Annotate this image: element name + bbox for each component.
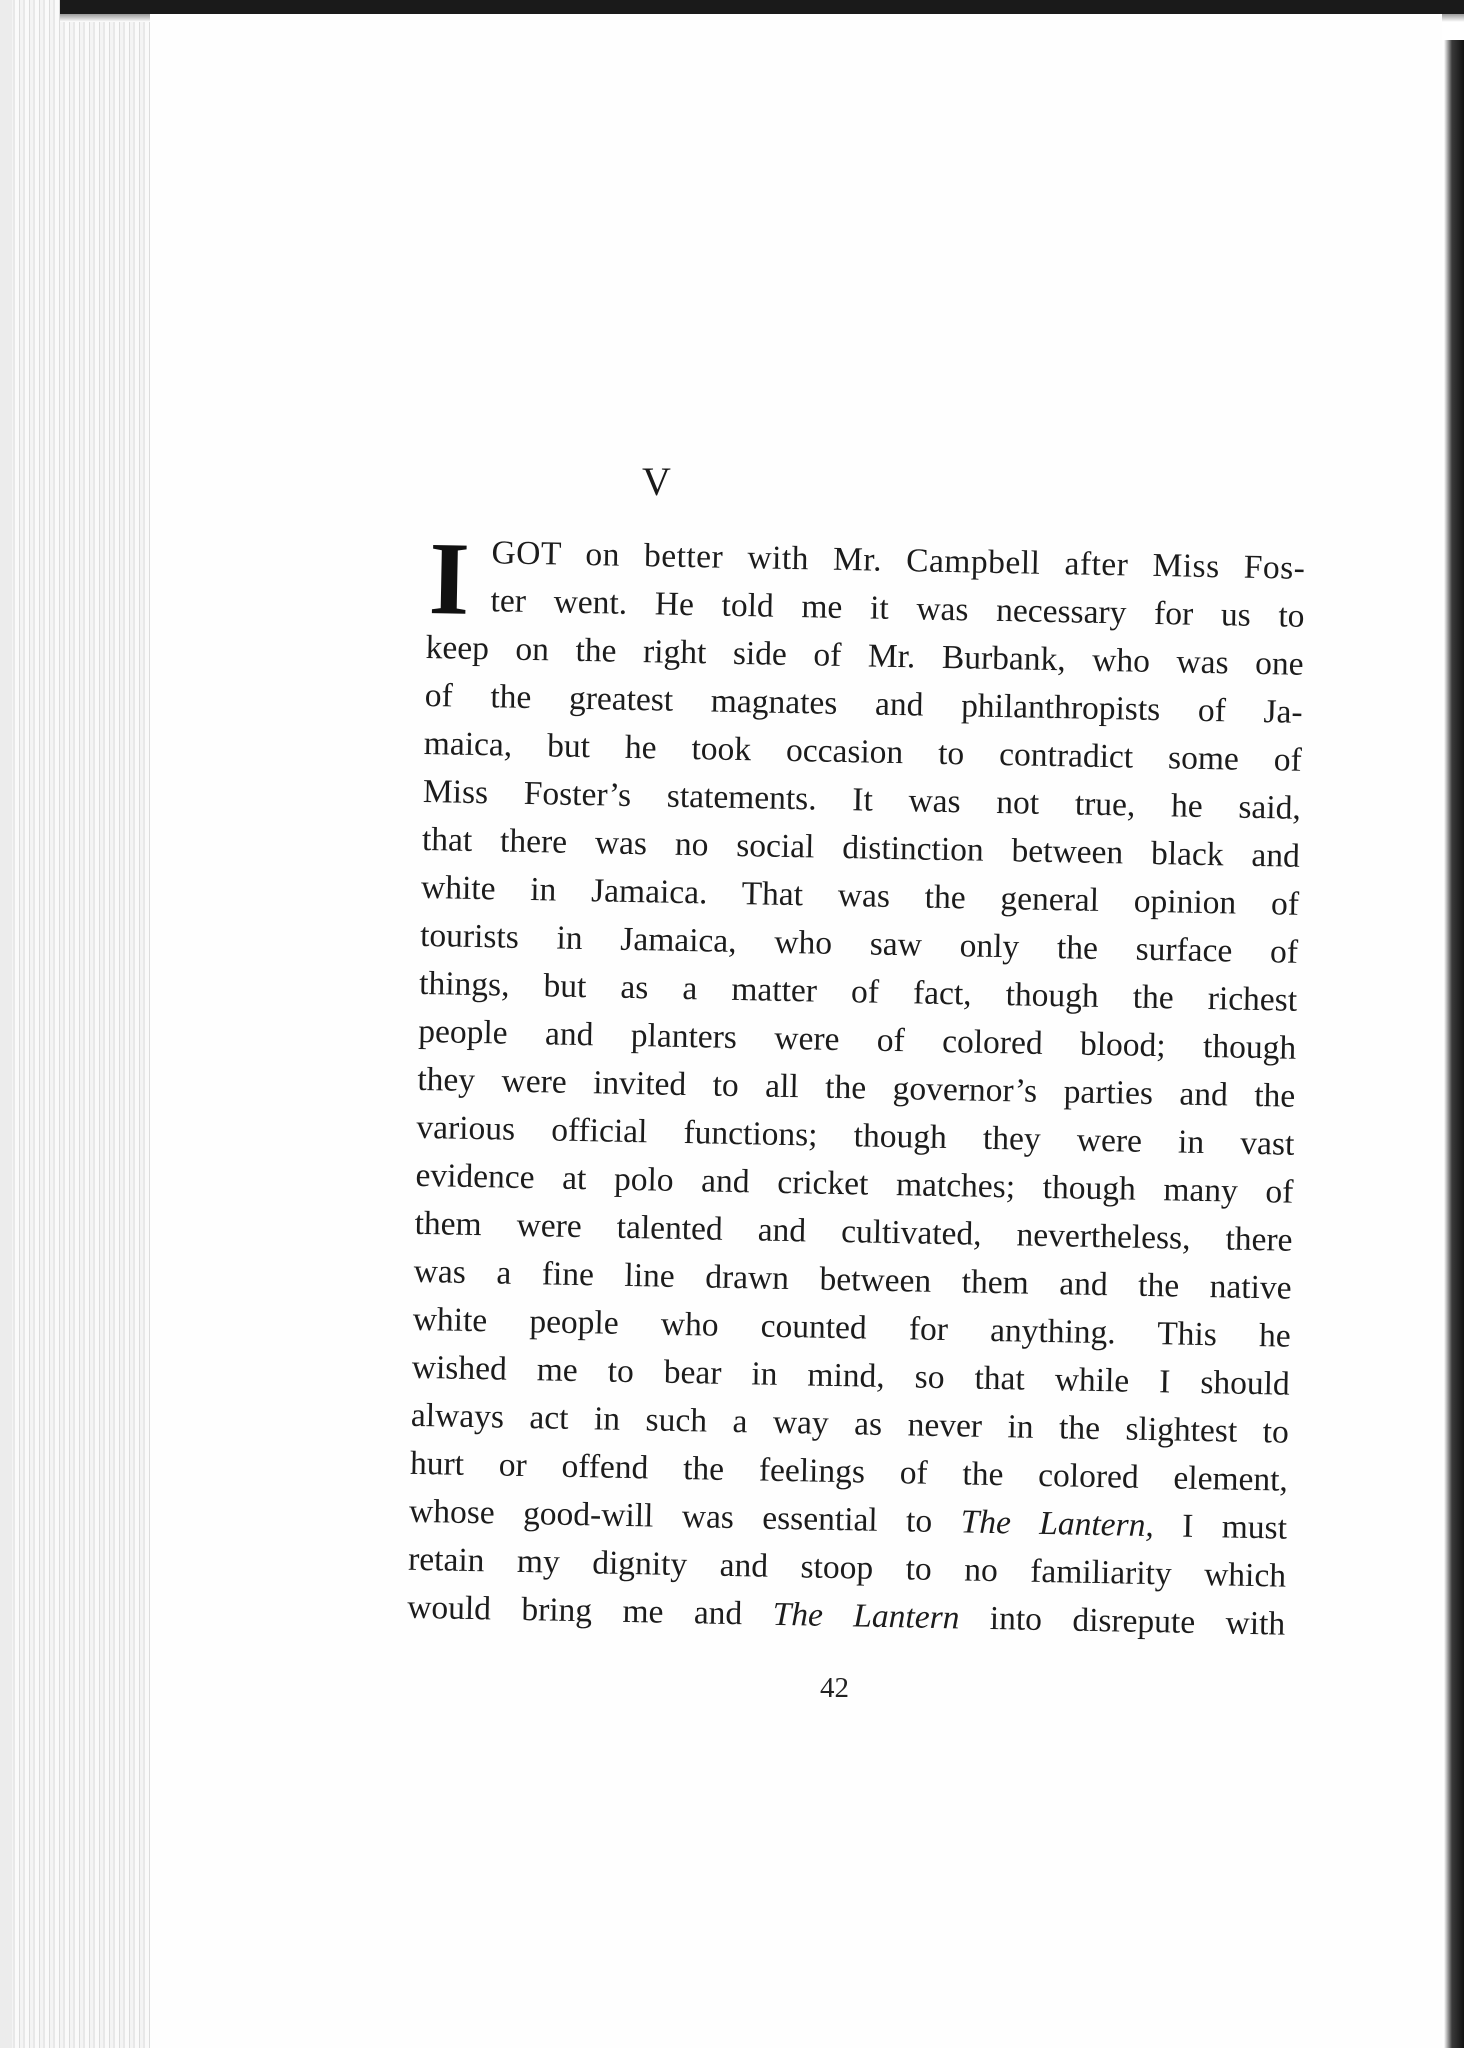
page-stack-edge-left xyxy=(0,0,150,2048)
book-edge-right xyxy=(1444,40,1464,2048)
text-line: always act in such a way as never in the slightest to xyxy=(410,1396,1290,1451)
text-line: retain my dignity and stoop to no familiarity which xyxy=(407,1540,1287,1595)
text-line: wished me to bear in mind, so that while I should xyxy=(411,1348,1291,1403)
page-number: 42 xyxy=(820,1672,849,1704)
text-line: them were talented and cultivated, nevertheless, there xyxy=(414,1204,1293,1259)
chapter-number: V xyxy=(642,459,672,504)
text-line: people and planters were of colored blood; though xyxy=(417,1012,1297,1067)
text-line: they were invited to all the governor’s parties and the xyxy=(417,1060,1296,1115)
text-line: Miss Foster’s statements. It was not true, he said, xyxy=(422,772,1302,827)
text-line: keep on the right side of Mr. Burbank, who was one xyxy=(425,628,1304,683)
text-fragment: I must xyxy=(1181,1507,1288,1547)
text-line: various official functions; though they were in vast xyxy=(416,1108,1295,1163)
text-fragment: would bring me and xyxy=(406,1588,743,1633)
body-text xyxy=(406,521,1306,1649)
text-line: that there was no social distinction between black and xyxy=(421,820,1301,875)
text-line: maica, but he took occasion to contradict some of xyxy=(423,724,1303,779)
text-line: of the greatest magnates and philanthropists of Ja- xyxy=(424,676,1303,731)
text-line: white people who counted for anything. This he xyxy=(412,1300,1291,1355)
italic-title: The Lantern xyxy=(772,1595,960,1637)
text-fragment: into disrepute with xyxy=(989,1599,1286,1643)
text-line: GOT on better with Mr. Campbell after Miss Fos- xyxy=(491,534,1306,587)
text-line: evidence at polo and cricket matches; though many of xyxy=(415,1156,1294,1211)
text-fragment: whose good-will was essential to xyxy=(408,1492,933,1540)
book-edge-top xyxy=(60,0,1464,14)
text-line: white in Jamaica. That was the general opinion of xyxy=(420,868,1300,923)
italic-title: The Lantern, xyxy=(960,1503,1155,1545)
text-line: ter went. He told me it was necessary for us to xyxy=(490,582,1305,635)
text-line: tourists in Jamaica, who saw only the surface of xyxy=(419,916,1299,971)
text-line: was a fine line drawn between them and the native xyxy=(413,1252,1292,1307)
text-line: things, but as a matter of fact, though the richest xyxy=(418,964,1298,1019)
drop-cap: I xyxy=(427,521,471,637)
text-line: hurt or offend the feelings of the colored element, xyxy=(409,1444,1289,1499)
